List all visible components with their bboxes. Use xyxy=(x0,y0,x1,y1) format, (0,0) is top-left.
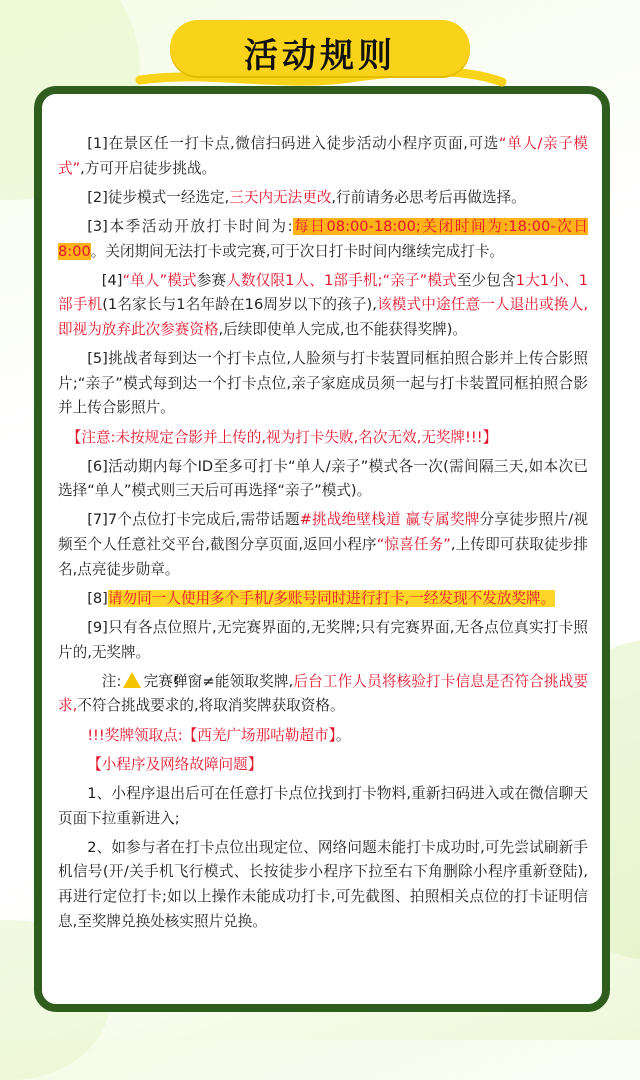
notice: 【注意:未按规定合影并上传的,视为打卡失败,名次无效,无奖牌!!!】 xyxy=(66,428,498,446)
rule-emphasis: 三天内无法更改 xyxy=(229,188,332,206)
rule-emphasis: 后台工作人员将核验打卡信息是否符合挑战要求, xyxy=(58,672,588,715)
rule-text: ,行前请务必思考后再做选择。 xyxy=(331,188,526,206)
rule-text: ,方可开启徒步挑战。 xyxy=(80,159,217,177)
rule-text: 不符合挑战要求的,将取消奖牌获取资格。 xyxy=(77,697,345,715)
rule-text: 。关闭期间无法打卡或完赛,可于次日打卡时间内继续完成打卡。 xyxy=(90,242,505,260)
rule-emphasis: 人数仅限1人、1部手机;“亲子”模式 xyxy=(226,271,457,289)
rule-text: ,后续即使单人完成,也不能获得奖牌)。 xyxy=(218,320,468,338)
pickup-location: 【西羌广场那咕勒超市】 xyxy=(182,726,336,744)
rule-text: (1名家长与1名年龄在16周岁以下的孩子), xyxy=(102,296,377,314)
rule-1 xyxy=(58,132,588,181)
rule-emphasis: “惊喜任务” xyxy=(376,536,451,554)
rule-emphasis: “单人/亲子模式” xyxy=(58,135,588,177)
faq-item-1: 1、小程序退出后可在任意打卡点位找到打卡物料,重新扫码进入或在微信聊天页面下拉重新进入; xyxy=(58,784,588,827)
attention-note xyxy=(58,670,588,719)
rule-6: [6]活动期内每个ID至多可打卡“单人/亲子”模式各一次(需间隔三天,如本次已选择“单人”模式则三天后可再选择“亲子”模式)。 xyxy=(58,457,588,500)
rule-emphasis: !!!奖牌领取点: xyxy=(87,726,183,744)
rule-text: 注: xyxy=(101,672,122,690)
rule-emphasis: 1大1小、1部手机 xyxy=(58,271,588,314)
rule-7 xyxy=(58,508,588,582)
rule-text: [2]徒步模式一经选定, xyxy=(87,188,230,206)
rule-text: 分享徒步照片/视频至个人任意社交平台,截图分享页面,返回小程序 xyxy=(58,511,588,554)
rule-5: [5]挑战者每到达一个打卡点位,人脸须与打卡装置同框拍照合影并上传合影照片;“亲子”模式每到达一个打卡点位,亲子家庭成员须一起与打卡装置同框拍照合影并上传合影照片。 xyxy=(58,350,588,417)
rule-emphasis: #挑战绝壁栈道 赢专属奖牌 xyxy=(299,511,480,529)
rule-3 xyxy=(58,215,588,264)
rule-text: [8] xyxy=(87,589,108,607)
rule-9: [9]只有各点位照片,无完赛界面的,无奖牌;只有完赛界面,无各点位真实打卡照片的,无奖牌。 xyxy=(58,619,588,661)
rule-8 xyxy=(58,587,588,612)
rule-text: [7]7个点位打卡完成后,需带话题 xyxy=(87,511,300,529)
rule-text: [1]在景区任一打卡点,微信扫码进入徒步活动小程序页面,可选 xyxy=(87,135,499,152)
medal-pickup xyxy=(58,724,588,749)
warning-triangle-icon xyxy=(123,672,141,688)
rule-text: [3]本季活动开放打卡时间为: xyxy=(87,217,293,235)
rules-content xyxy=(58,132,588,939)
rule-text: 完赛弹窗≠能领取奖牌, xyxy=(143,672,294,690)
rule-text: 至少包含 xyxy=(456,271,516,289)
rule-text: 。 xyxy=(335,726,351,744)
rule-text: [4] xyxy=(101,271,123,289)
page-title: 活动规则 xyxy=(244,36,396,76)
rule-text: ,上传即可获取徒步排名,点亮徒步勋章。 xyxy=(58,536,589,578)
rule-2 xyxy=(58,186,588,211)
rule-text: 参赛 xyxy=(196,271,227,289)
faq-item-2: 2、如参与者在打卡点位出现定位、网络问题未能打卡成功时,可先尝试刷新手机信号(开/关手机飞行模式、长按徒步小程序下拉至右下角删除小程序重新登陆),再进行定位打卡;如以上操作未能成功打卡,可先截图、拍照相关点位的打卡证明信息,至奖牌兑换处核实照片兑换。 xyxy=(58,838,588,930)
title-banner xyxy=(170,20,470,76)
rule-emphasis: 该模式中途任意一人退出或换人,即视为放弃此次参赛资格 xyxy=(58,296,588,338)
faq-title: 【小程序及网络故障问题】 xyxy=(87,755,263,773)
rule-4 xyxy=(58,269,588,343)
rule-emphasis: “单人”模式 xyxy=(122,271,197,289)
rule-highlight: 请勿同一人使用多个手机/多账号同时进行打卡,一经发现不发放奖牌。 xyxy=(107,589,556,607)
rule-highlight: 每日08:00-18:00;关闭时间为:18:00-次日8:00 xyxy=(58,217,588,260)
